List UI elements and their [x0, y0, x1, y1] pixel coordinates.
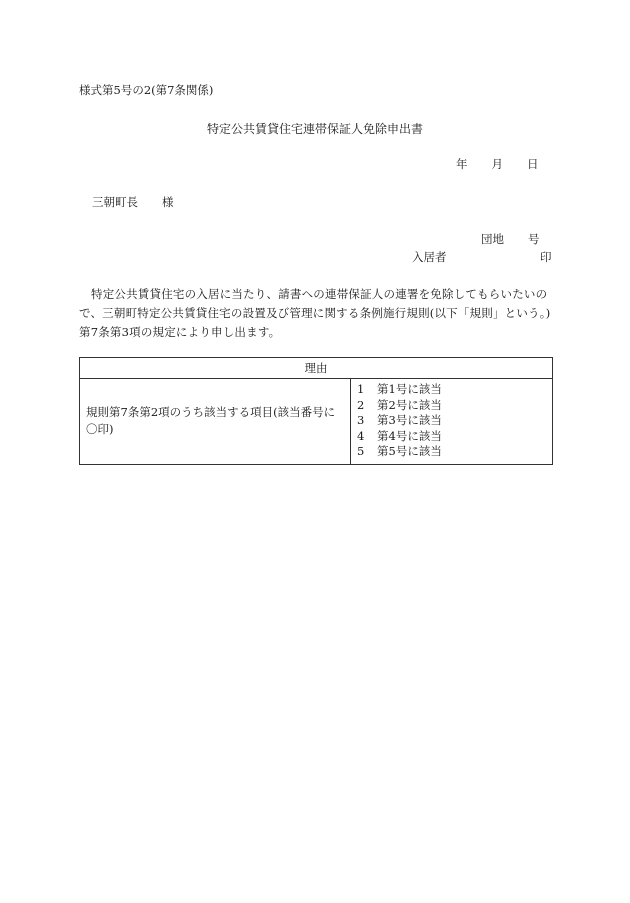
reason-option[interactable]: [357, 429, 548, 445]
seal-mark: 印: [540, 250, 552, 264]
day-label: 日: [527, 157, 539, 171]
date-line: [456, 156, 539, 172]
danchi-label: 団地: [481, 232, 504, 246]
option-number: 3: [357, 413, 365, 427]
reason-options: [351, 379, 553, 465]
reason-table: [79, 357, 553, 465]
option-label: 第5号に該当: [377, 444, 442, 458]
reason-item-label: 規則第7条第2項のうち該当する項目(該当番号に〇印): [80, 379, 351, 465]
option-number: 1: [357, 382, 365, 396]
addressee-honorific: 様: [162, 195, 174, 209]
reason-header-row: [80, 358, 553, 379]
option-number: 2: [357, 397, 365, 412]
resident-line: [412, 249, 552, 265]
form-number: 様式第5号の2(第7条関係): [79, 83, 214, 97]
reason-option[interactable]: [357, 398, 548, 414]
option-label: 第2号に該当: [377, 397, 442, 412]
reason-header: 理由: [80, 358, 553, 379]
document-title: 特定公共賃貸住宅連帯保証人免除申出書: [206, 122, 423, 136]
resident-label: 入居者: [412, 250, 447, 264]
reason-option[interactable]: [357, 444, 548, 460]
addressee-name: 三朝町長: [92, 195, 138, 209]
number-label: 号: [528, 232, 540, 246]
body-paragraph: 特定公共賃貸住宅の入居に当たり、請書への連帯保証人の連署を免除してもらいたいので、三朝町特定公共賃貸住宅の設置及び管理に関する条例施行規則(以下「規則」という。)第7条第3項の規定により申し出ます。: [79, 287, 551, 339]
option-label: 第4号に該当: [377, 428, 442, 443]
option-label: 第1号に該当: [377, 382, 442, 396]
reason-body-row: [80, 379, 553, 465]
month-label: 月: [491, 157, 503, 171]
danchi-line: [481, 231, 540, 247]
option-label: 第3号に該当: [377, 413, 442, 427]
reason-option[interactable]: [357, 382, 548, 398]
addressee: [92, 194, 174, 210]
reason-option[interactable]: [357, 413, 548, 429]
option-number: 4: [357, 428, 365, 443]
year-label: 年: [456, 157, 468, 171]
option-number: 5: [357, 444, 365, 458]
